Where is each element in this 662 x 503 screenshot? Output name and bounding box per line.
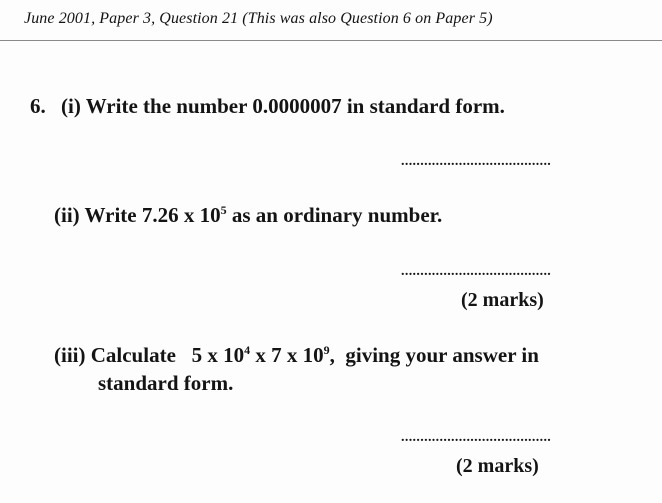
answer-line-i[interactable]: ....................................... [401, 154, 552, 169]
marks-ii: (2 marks) [461, 289, 544, 311]
header-divider [0, 40, 662, 41]
answer-line-ii[interactable]: ....................................... [401, 264, 552, 279]
question-number: 6. [30, 94, 46, 118]
answer-line-iii[interactable]: ....................................... [401, 430, 552, 445]
part-iii-prefix: (iii) Calculate 5 x 10 [54, 343, 245, 367]
part-iii-exponent-1: 4 [244, 343, 251, 357]
part-ii-suffix: as an ordinary number. [226, 203, 443, 227]
question-part-iii [54, 343, 539, 368]
part-ii-prefix: (ii) Write 7.26 x 10 [54, 203, 221, 227]
part-iii-middle: x 7 x 10 [250, 343, 324, 367]
question-part-i: (i) Write the number 0.0000007 in standard form. [61, 94, 505, 118]
question-part-iii-line2: standard form. [98, 371, 234, 395]
part-iii-suffix: , giving your answer in [329, 343, 539, 367]
part-iii-exponent-2: 9 [323, 343, 330, 357]
marks-iii: (2 marks) [456, 455, 539, 477]
part-ii-exponent: 5 [220, 203, 227, 217]
source-header: June 2001, Paper 3, Question 21 (This was also Question 6 on Paper 5) [24, 10, 493, 27]
question-part-ii [54, 203, 442, 228]
